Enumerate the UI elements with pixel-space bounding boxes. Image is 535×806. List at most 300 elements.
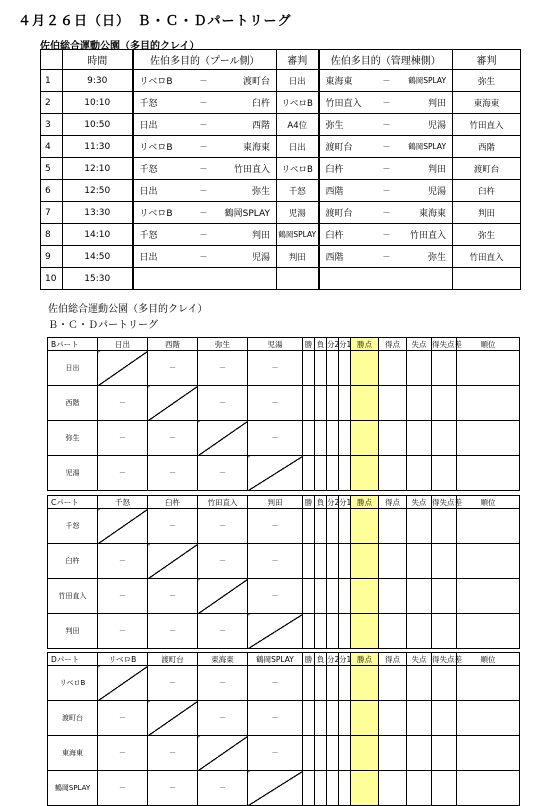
- goals-against-cell: [407, 771, 432, 806]
- win-cell: [303, 351, 315, 386]
- goals-against-cell: [407, 456, 432, 491]
- win-cell: [303, 456, 315, 491]
- mgmt-away-team: 鶴岡SPLAY: [397, 136, 453, 158]
- no-header: [41, 50, 63, 70]
- goal-diff-cell: [432, 579, 457, 614]
- mgmt-away-team: 鶴岡SPLAY: [397, 70, 453, 92]
- mgmt-vs-dash: －: [377, 158, 397, 180]
- mgmt-away-team: 弥生: [397, 246, 453, 268]
- pool-vs-dash: －: [193, 180, 215, 202]
- points-cell: [351, 456, 379, 491]
- goals-against-cell: [407, 351, 432, 386]
- diagonal-cell: [98, 509, 148, 544]
- win-cell: [303, 614, 315, 649]
- opponent-header: 西階: [148, 338, 198, 351]
- points-cell: [351, 614, 379, 649]
- match-number: 7: [41, 202, 63, 224]
- league-team-row: [48, 509, 520, 544]
- goal-diff-header: 得失点差: [432, 497, 462, 507]
- goals-against-header: 失点: [407, 338, 432, 351]
- team-name: 判田: [48, 614, 98, 649]
- pool-referee: [277, 268, 319, 290]
- win-header: 勝: [303, 653, 315, 666]
- pool-vs-dash: －: [193, 158, 215, 180]
- draw2-cell: [327, 771, 339, 806]
- match-number: 2: [41, 92, 63, 114]
- mgmt-vs-dash: [377, 268, 397, 290]
- points-cell: [351, 579, 379, 614]
- match-number: 6: [41, 180, 63, 202]
- opponent-header: 日出: [98, 338, 148, 351]
- league-team-row: [48, 579, 520, 614]
- match-time: 14:50: [63, 246, 133, 268]
- draw1-cell: [339, 771, 351, 806]
- result-cell: －: [248, 509, 303, 544]
- rank-header: 順位: [457, 496, 520, 509]
- pool-home-team: リベロB: [133, 70, 193, 92]
- rank-cell: [457, 386, 520, 421]
- goals-against-cell: [407, 544, 432, 579]
- match-time: 15:30: [63, 268, 133, 290]
- draw2-cell: [327, 701, 339, 736]
- loss-header: 負: [315, 338, 327, 351]
- result-cell: －: [198, 351, 248, 386]
- points-header: 勝点: [351, 338, 379, 351]
- goals-against-cell: [407, 579, 432, 614]
- points-header: 勝点: [351, 496, 379, 509]
- sub-title-label: Ｂ・Ｃ・Ｄパートリーグ: [48, 320, 158, 331]
- league-team-row: [48, 456, 520, 491]
- result-cell: －: [248, 421, 303, 456]
- mgmt-away-team: 児湯: [397, 180, 453, 202]
- mgmt-away-team: 東海東: [397, 202, 453, 224]
- mgmt-vs-dash: －: [377, 114, 397, 136]
- draw2-cell: [327, 386, 339, 421]
- diagonal-cell: [98, 351, 148, 386]
- points-cell: [351, 421, 379, 456]
- diagonal-cell: [148, 701, 198, 736]
- diagonal-cell: [198, 579, 248, 614]
- result-cell: －: [148, 666, 198, 701]
- goal-diff-cell: [432, 544, 457, 579]
- pool-home-team: [133, 268, 193, 290]
- match-number: 5: [41, 158, 63, 180]
- result-cell: －: [198, 386, 248, 421]
- win-cell: [303, 666, 315, 701]
- points-header: 勝点: [351, 653, 379, 666]
- mgmt-vs-dash: －: [377, 246, 397, 268]
- mgmt-referee: 弥生: [453, 224, 521, 246]
- pool-referee: 鶴岡SPLAY: [277, 224, 319, 246]
- result-cell: －: [98, 421, 148, 456]
- mgmt-vs-dash: －: [377, 202, 397, 224]
- goals-for-cell: [379, 614, 407, 649]
- goal-diff-cell: [432, 456, 457, 491]
- goals-for-header: 得点: [379, 653, 407, 666]
- opponent-header: 弥生: [198, 338, 248, 351]
- rank-cell: [457, 614, 520, 649]
- mgmt-vs-dash: －: [377, 180, 397, 202]
- diagonal-cell: [248, 771, 303, 806]
- pool-referee: 判田: [277, 246, 319, 268]
- result-cell: －: [198, 544, 248, 579]
- diagonal-cell: [198, 421, 248, 456]
- pool-away-team: 渡町台: [215, 70, 277, 92]
- league-table: [47, 495, 520, 649]
- loss-cell: [315, 736, 327, 771]
- draw1-cell: [339, 544, 351, 579]
- mgmt-home-team: 西階: [319, 180, 377, 202]
- time-header: 時間: [63, 50, 133, 70]
- pool-referee: A4位: [277, 114, 319, 136]
- goals-for-cell: [379, 771, 407, 806]
- rank-cell: [457, 456, 520, 491]
- pool-referee: 児湯: [277, 202, 319, 224]
- goals-against-cell: [407, 736, 432, 771]
- loss-cell: [315, 614, 327, 649]
- win-cell: [303, 579, 315, 614]
- opponent-header: 千怒: [98, 496, 148, 509]
- league-team-row: [48, 614, 520, 649]
- loss-cell: [315, 386, 327, 421]
- team-name: 日出: [48, 351, 98, 386]
- draw2-cell: [327, 351, 339, 386]
- mgmt-referee: 判田: [453, 202, 521, 224]
- result-cell: －: [98, 771, 148, 806]
- result-cell: －: [148, 614, 198, 649]
- schedule-row: [41, 114, 521, 136]
- goals-for-cell: [379, 509, 407, 544]
- loss-cell: [315, 351, 327, 386]
- rank-header: 順位: [457, 338, 520, 351]
- goals-for-cell: [379, 421, 407, 456]
- pool-away-team: 児湯: [215, 246, 277, 268]
- opponent-header: 竹田直入: [198, 496, 248, 509]
- opponent-header: 渡町台: [148, 653, 198, 666]
- win-cell: [303, 771, 315, 806]
- schedule-row: [41, 180, 521, 202]
- league-team-row: [48, 421, 520, 456]
- part-name: Cパート: [48, 496, 98, 509]
- part-name: Bパート: [48, 338, 98, 351]
- goal-diff-cell: [432, 509, 457, 544]
- rank-cell: [457, 579, 520, 614]
- loss-header: 負: [315, 496, 327, 509]
- draw2-cell: [327, 544, 339, 579]
- draw1-header: 分1: [339, 339, 352, 349]
- diagonal-cell: [248, 456, 303, 491]
- match-time: 10:10: [63, 92, 133, 114]
- draw2-cell: [327, 579, 339, 614]
- team-name: 臼杵: [48, 544, 98, 579]
- schedule-row: [41, 224, 521, 246]
- pool-referee: 千怒: [277, 180, 319, 202]
- mgmt-vs-dash: －: [377, 70, 397, 92]
- draw1-header: 分1: [339, 497, 352, 507]
- draw1-cell: [339, 351, 351, 386]
- match-number: 1: [41, 70, 63, 92]
- win-cell: [303, 421, 315, 456]
- match-number: 3: [41, 114, 63, 136]
- goals-against-cell: [407, 421, 432, 456]
- draw2-cell: [327, 614, 339, 649]
- match-time: 14:10: [63, 224, 133, 246]
- pool-home-team: 千怒: [133, 158, 193, 180]
- result-cell: －: [198, 456, 248, 491]
- draw1-cell: [339, 736, 351, 771]
- rank-cell: [457, 701, 520, 736]
- goal-diff-cell: [432, 701, 457, 736]
- mgmt-home-team: 西階: [319, 246, 377, 268]
- loss-cell: [315, 771, 327, 806]
- draw1-cell: [339, 666, 351, 701]
- result-cell: －: [98, 386, 148, 421]
- loss-cell: [315, 456, 327, 491]
- league-header-row: [48, 338, 520, 351]
- mgmt-home-team: [319, 268, 377, 290]
- goal-diff-cell: [432, 666, 457, 701]
- match-number: 8: [41, 224, 63, 246]
- win-cell: [303, 701, 315, 736]
- draw2-header: 分2: [327, 339, 340, 349]
- draw2-cell: [327, 456, 339, 491]
- rank-header: 順位: [457, 653, 520, 666]
- opponent-header: 児湯: [248, 338, 303, 351]
- sub-venue-label: 佐伯総合運動公園（多目的クレイ）: [48, 304, 208, 315]
- loss-header: 負: [315, 653, 327, 666]
- win-cell: [303, 386, 315, 421]
- mgmt-home-team: 渡町台: [319, 136, 377, 158]
- pool-vs-dash: [193, 268, 215, 290]
- league-team-row: [48, 544, 520, 579]
- loss-cell: [315, 509, 327, 544]
- pool-away-team: 弥生: [215, 180, 277, 202]
- goals-against-cell: [407, 386, 432, 421]
- diagonal-cell: [198, 736, 248, 771]
- goals-against-cell: [407, 701, 432, 736]
- draw1-header: 分1: [339, 654, 352, 664]
- result-cell: －: [98, 456, 148, 491]
- league-team-row: [48, 771, 520, 806]
- result-cell: －: [198, 614, 248, 649]
- goal-diff-cell: [432, 771, 457, 806]
- goals-for-cell: [379, 736, 407, 771]
- pool-side-header: 佐伯多目的（プール側）: [133, 50, 277, 70]
- draw2-header: 分2: [327, 654, 340, 664]
- draw2-cell: [327, 736, 339, 771]
- league-team-row: [48, 666, 520, 701]
- opponent-header: リベロB: [98, 653, 148, 666]
- mgmt-referee: 弥生: [453, 70, 521, 92]
- pool-home-team: 日出: [133, 114, 193, 136]
- draw1-cell: [339, 421, 351, 456]
- league-table: [47, 652, 520, 806]
- goal-diff-header: 得失点差: [432, 339, 462, 349]
- pool-away-team: 臼杵: [215, 92, 277, 114]
- win-cell: [303, 736, 315, 771]
- rank-cell: [457, 421, 520, 456]
- result-cell: －: [98, 579, 148, 614]
- rank-cell: [457, 771, 520, 806]
- result-cell: －: [98, 736, 148, 771]
- points-cell: [351, 351, 379, 386]
- mgmt-home-team: 竹田直入: [319, 92, 377, 114]
- opponent-header: 鶴岡SPLAY: [248, 653, 303, 666]
- rank-cell: [457, 666, 520, 701]
- mgmt-away-team: 判田: [397, 92, 453, 114]
- rank-cell: [457, 509, 520, 544]
- loss-cell: [315, 701, 327, 736]
- pool-referee: リベロB: [277, 92, 319, 114]
- goals-against-cell: [407, 666, 432, 701]
- win-header: 勝: [303, 496, 315, 509]
- goals-for-cell: [379, 701, 407, 736]
- pool-home-team: リベロB: [133, 202, 193, 224]
- pool-away-team: 竹田直入: [215, 158, 277, 180]
- result-cell: －: [248, 701, 303, 736]
- schedule-row: [41, 92, 521, 114]
- draw1-cell: [339, 701, 351, 736]
- mgmt-home-team: 臼杵: [319, 224, 377, 246]
- draw1-cell: [339, 386, 351, 421]
- goals-for-cell: [379, 386, 407, 421]
- mgmt-referee: 竹田直入: [453, 246, 521, 268]
- mgmt-home-team: 弥生: [319, 114, 377, 136]
- points-cell: [351, 666, 379, 701]
- loss-cell: [315, 544, 327, 579]
- mgmt-away-team: [397, 268, 453, 290]
- pool-away-team: 判田: [215, 224, 277, 246]
- result-cell: －: [148, 456, 198, 491]
- loss-cell: [315, 421, 327, 456]
- league-header-row: [48, 653, 520, 666]
- result-cell: －: [248, 736, 303, 771]
- goals-for-header: 得点: [379, 496, 407, 509]
- mgmt-side-header: 佐伯多目的（管理棟側）: [319, 50, 453, 70]
- match-time: 13:30: [63, 202, 133, 224]
- team-name: 渡町台: [48, 701, 98, 736]
- team-name: 児湯: [48, 456, 98, 491]
- result-cell: －: [198, 771, 248, 806]
- result-cell: －: [198, 666, 248, 701]
- goals-against-header: 失点: [407, 496, 432, 509]
- team-name: リベロB: [48, 666, 98, 701]
- mgmt-referee: 西階: [453, 136, 521, 158]
- pool-referee: リベロB: [277, 158, 319, 180]
- mgmt-home-team: 渡町台: [319, 202, 377, 224]
- rank-cell: [457, 544, 520, 579]
- mgmt-referee: 東海東: [453, 92, 521, 114]
- goals-for-cell: [379, 456, 407, 491]
- result-cell: －: [248, 351, 303, 386]
- result-cell: －: [98, 701, 148, 736]
- pool-home-team: 千怒: [133, 92, 193, 114]
- goal-diff-cell: [432, 351, 457, 386]
- result-cell: －: [98, 544, 148, 579]
- mgmt-home-team: 東海東: [319, 70, 377, 92]
- draw2-cell: [327, 666, 339, 701]
- league-table: [47, 337, 520, 491]
- pool-away-team: 鶴岡SPLAY: [215, 202, 277, 224]
- pool-vs-dash: －: [193, 70, 215, 92]
- goals-against-cell: [407, 614, 432, 649]
- pool-home-team: 日出: [133, 246, 193, 268]
- result-cell: －: [148, 509, 198, 544]
- draw2-cell: [327, 509, 339, 544]
- schedule-row: [41, 268, 521, 290]
- mgmt-away-team: 竹田直入: [397, 224, 453, 246]
- points-cell: [351, 386, 379, 421]
- league-team-row: [48, 701, 520, 736]
- goals-for-cell: [379, 351, 407, 386]
- mgmt-away-team: 児湯: [397, 114, 453, 136]
- draw2-header: 分2: [327, 497, 340, 507]
- mgmt-home-team: 臼杵: [319, 158, 377, 180]
- schedule-row: [41, 136, 521, 158]
- pool-home-team: リベロB: [133, 136, 193, 158]
- mgmt-referee: 竹田直入: [453, 114, 521, 136]
- match-number: 4: [41, 136, 63, 158]
- mgmt-referee: [453, 268, 521, 290]
- win-cell: [303, 544, 315, 579]
- rank-cell: [457, 351, 520, 386]
- team-name: 竹田直入: [48, 579, 98, 614]
- venue-label: 佐伯総合運動公園（多目的クレイ）: [40, 41, 200, 52]
- loss-cell: [315, 579, 327, 614]
- pool-referee: 日出: [277, 70, 319, 92]
- points-cell: [351, 736, 379, 771]
- result-cell: －: [198, 509, 248, 544]
- match-number: 9: [41, 246, 63, 268]
- pool-vs-dash: －: [193, 246, 215, 268]
- draw1-cell: [339, 456, 351, 491]
- team-name: 西階: [48, 386, 98, 421]
- pool-away-team: 西階: [215, 114, 277, 136]
- league-header-row: [48, 496, 520, 509]
- goal-diff-cell: [432, 421, 457, 456]
- win-header: 勝: [303, 338, 315, 351]
- goal-diff-cell: [432, 736, 457, 771]
- schedule-row: [41, 202, 521, 224]
- loss-cell: [315, 666, 327, 701]
- team-name: 東海東: [48, 736, 98, 771]
- league-team-row: [48, 386, 520, 421]
- mgmt-vs-dash: －: [377, 136, 397, 158]
- mgmt-vs-dash: －: [377, 224, 397, 246]
- pool-vs-dash: －: [193, 114, 215, 136]
- team-name: 鶴岡SPLAY: [48, 771, 98, 806]
- referee-header-1: 審判: [277, 50, 319, 70]
- match-time: 9:30: [63, 70, 133, 92]
- draw2-cell: [327, 421, 339, 456]
- result-cell: －: [248, 386, 303, 421]
- match-time: 12:50: [63, 180, 133, 202]
- opponent-header: 臼杵: [148, 496, 198, 509]
- goal-diff-header: 得失点差: [432, 654, 462, 664]
- goals-against-header: 失点: [407, 653, 432, 666]
- mgmt-referee: 臼杵: [453, 180, 521, 202]
- goal-diff-cell: [432, 614, 457, 649]
- match-number: 10: [41, 268, 63, 290]
- result-cell: －: [148, 351, 198, 386]
- pool-vs-dash: －: [193, 136, 215, 158]
- result-cell: －: [148, 421, 198, 456]
- pool-vs-dash: －: [193, 224, 215, 246]
- match-time: 10:50: [63, 114, 133, 136]
- points-cell: [351, 771, 379, 806]
- mgmt-vs-dash: －: [377, 92, 397, 114]
- diagonal-cell: [248, 614, 303, 649]
